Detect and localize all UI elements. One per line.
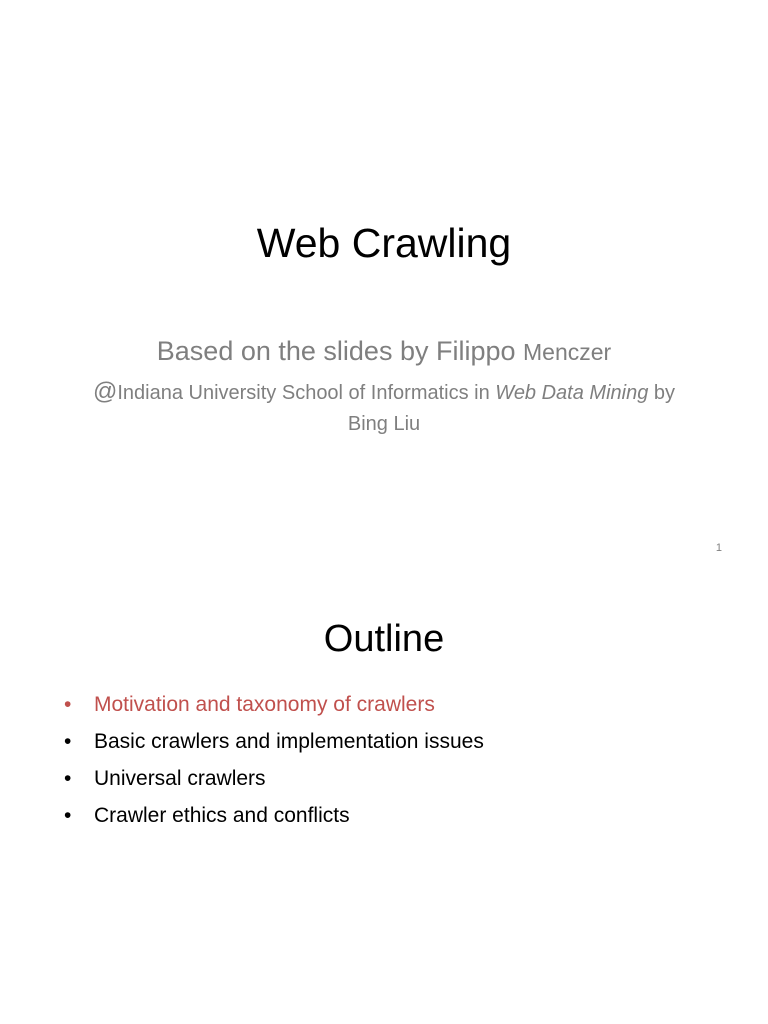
subtitle-author-line [90, 332, 678, 371]
bullet-dot: • [64, 730, 72, 753]
outline-bullet-list [60, 686, 484, 834]
bullet-text: Universal crawlers [94, 767, 266, 790]
book-author: by Bing Liu [347, 382, 676, 435]
bullet-dot: • [64, 767, 72, 790]
at-symbol: @ [92, 378, 118, 405]
page-number: 1 [715, 542, 722, 554]
subtitle-affiliation [90, 376, 678, 440]
bullet-text: Motivation and taxonomy of crawlers [94, 693, 435, 716]
bullet-item [60, 797, 484, 834]
bullet-dot: • [64, 693, 72, 716]
bullet-text: Basic crawlers and implementation issues [94, 730, 484, 753]
outline-heading: Outline [323, 618, 445, 660]
bullet-item [60, 686, 484, 723]
book-title: Web Data Mining [495, 382, 649, 404]
bullet-item [60, 760, 484, 797]
slide-title-heading: Web Crawling [256, 220, 512, 266]
bullet-item [60, 723, 484, 760]
affiliation-text: Indiana University School of Informatics in [117, 382, 490, 404]
subtitle-author-text: Based on the slides by Filippo [156, 336, 516, 366]
bullet-dot: • [64, 804, 72, 827]
slide-outline [0, 576, 768, 1024]
subtitle-author-surname: Menczer [523, 339, 612, 365]
bullet-text: Crawler ethics and conflicts [94, 804, 350, 827]
